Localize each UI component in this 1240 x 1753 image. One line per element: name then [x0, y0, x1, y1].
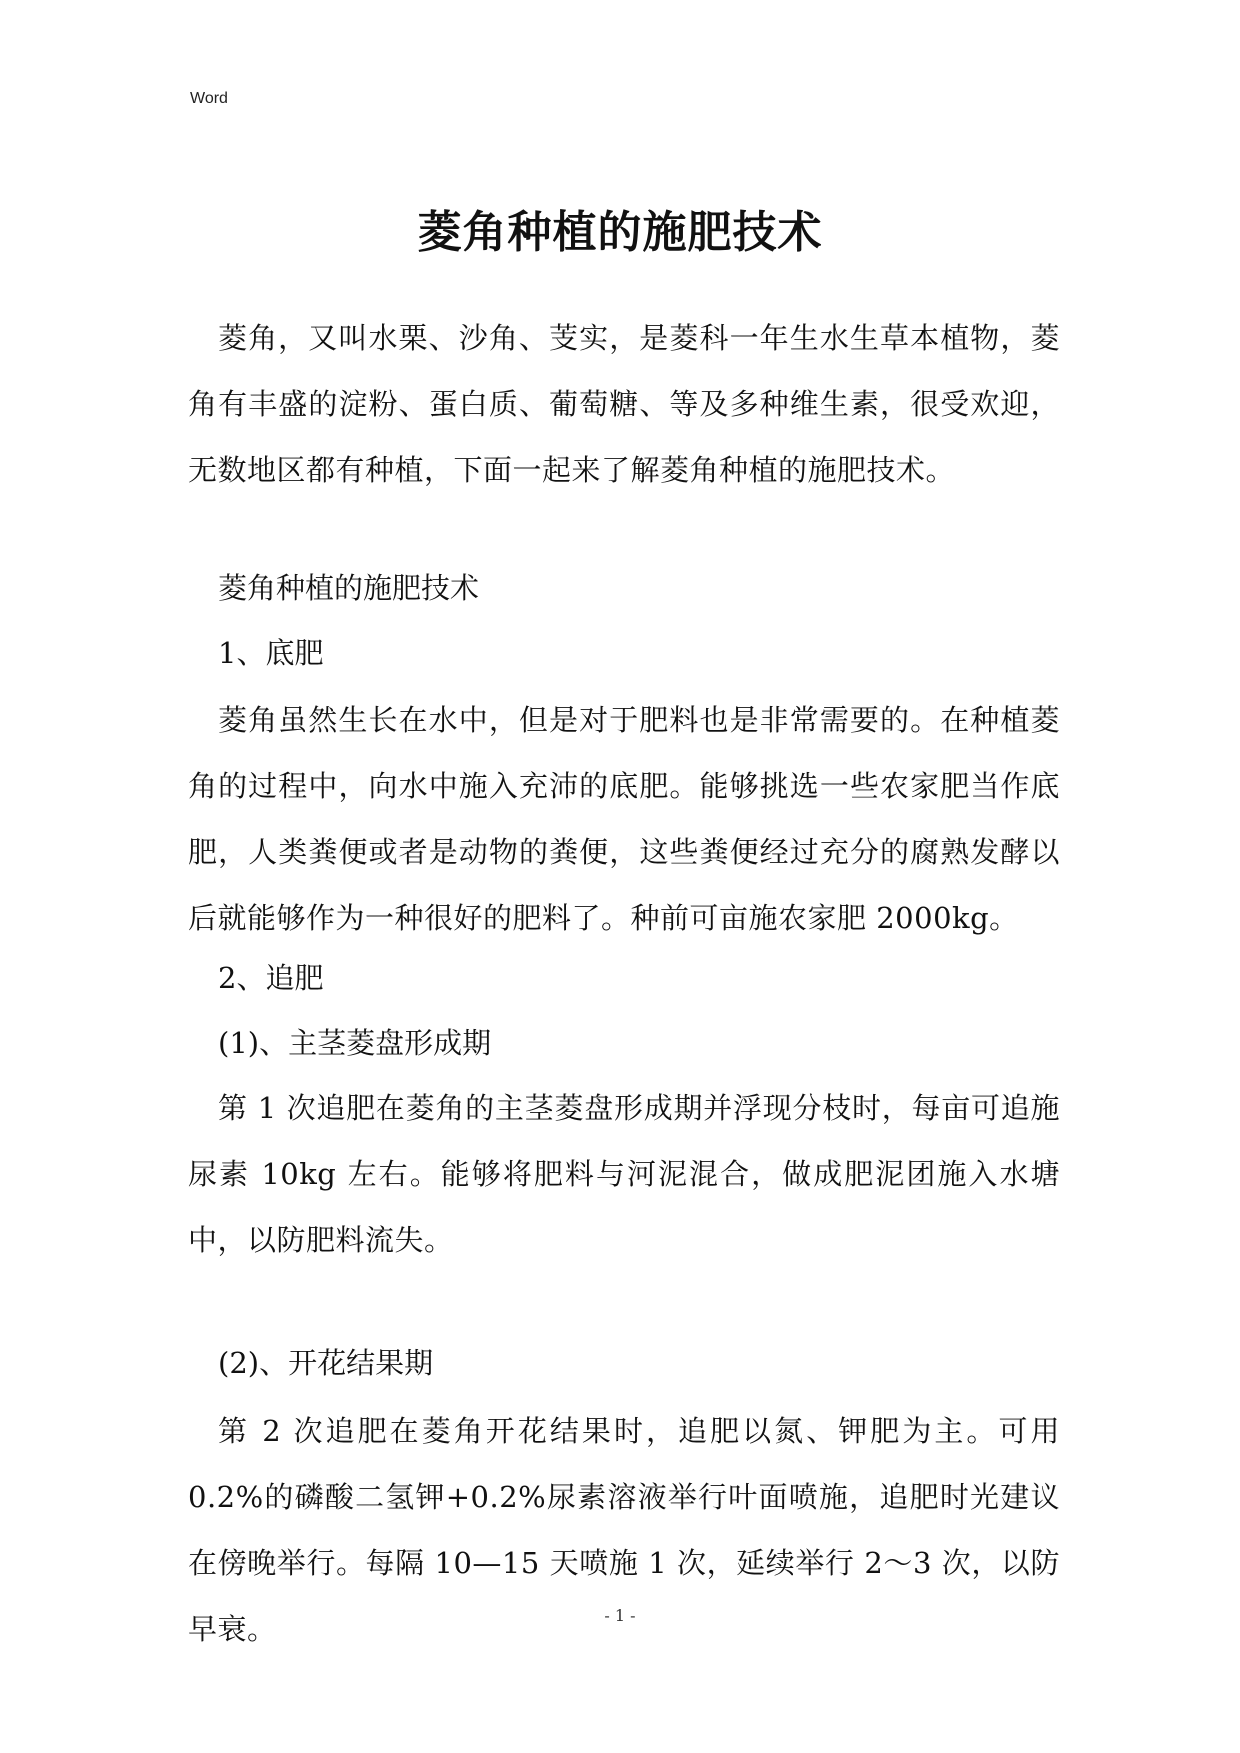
- document-title: 菱角种植的施肥技术: [417, 207, 823, 258]
- header-label: Word: [190, 90, 228, 107]
- stage2-heading: (2)、开花结果期: [218, 1346, 434, 1380]
- stage2-paragraph: 第 2 次追肥在菱角开花结果时，追肥以氮、钾肥为主。可用 0.2%的磷酸二氢钾+0.2%尿素溶液举行叶面喷施，追肥时光建议在傍晚举行。每隔 10—15 天喷施 1 次，延续举行 2～3 次，以防早衰。: [188, 1414, 1060, 1646]
- stage1-heading: (1)、主茎菱盘形成期: [218, 1026, 492, 1060]
- section-heading: 菱角种植的施肥技术: [218, 571, 480, 605]
- base-fertilizer-paragraph: 菱角虽然生长在水中，但是对于肥料也是非常需要的。在种植菱角的过程中，向水中施入充沛的底肥。能够挑选一些农家肥当作底肥，人类粪便或者是动物的粪便，这些粪便经过充分的腐熟发酵以后就能够作为一种很好的肥料了。种前可亩施农家肥 2000kg。: [188, 703, 1060, 935]
- page-number: - 1 -: [604, 1606, 636, 1625]
- top-dressing-heading: 2、追肥: [218, 961, 324, 995]
- base-fertilizer-heading: 1、底肥: [218, 636, 324, 670]
- intro-paragraph: 菱角，又叫水栗、沙角、芰实，是菱科一年生水生草本植物，菱角有丰盛的淀粉、蛋白质、葡萄糖、等及多种维生素，很受欢迎，无数地区都有种植，下面一起来了解菱角种植的施肥技术。: [188, 321, 1060, 487]
- stage1-paragraph: 第 1 次追肥在菱角的主茎菱盘形成期并浮现分枝时，每亩可追施尿素 10kg 左右。能够将肥料与河泥混合，做成肥泥团施入水塘中，以防肥料流失。: [188, 1091, 1060, 1257]
